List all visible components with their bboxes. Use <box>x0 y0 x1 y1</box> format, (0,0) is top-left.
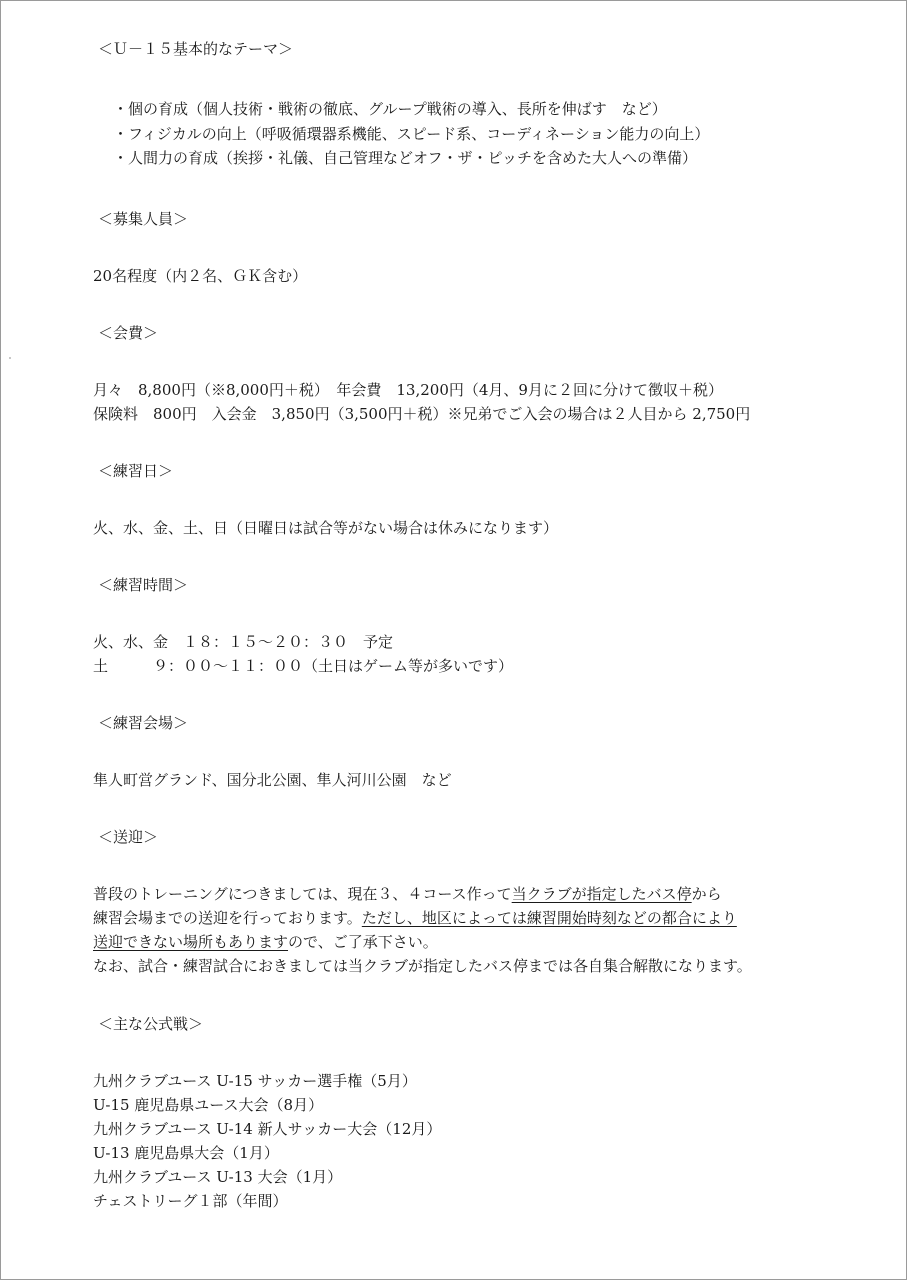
days-text: 火、水、金、土、日（日曜日は試合等がない場合は休みになります） <box>93 518 559 537</box>
fee-line: 保険料 800円 入会金 3,850円（3,500円＋税）※兄弟でご入会の場合は２人目から 2,750円 <box>93 404 751 423</box>
match-item: 九州クラブユース U-15 サッカー選手権（5月） <box>93 1071 417 1090</box>
scan-speck <box>9 357 11 359</box>
transport-line <box>93 930 853 954</box>
match-item: U-15 鹿児島県ユース大会（8月） <box>93 1095 324 1114</box>
fee-heading: ＜会費＞ <box>98 323 159 342</box>
transport-text: ので、ご了承下さい。 <box>288 932 438 951</box>
theme-heading: ＜Ｕ－１５基本的なテーマ＞ <box>98 40 294 58</box>
transport-line <box>93 906 853 930</box>
transport-line <box>93 882 853 906</box>
transport-underlined-text: 送迎できない場所もあります <box>93 932 289 951</box>
venue-heading: ＜練習会場＞ <box>98 713 189 732</box>
transport-underlined-text: 当クラブが指定したバス停 <box>511 884 692 903</box>
theme-bullet: ・人間力の育成（挨拶・礼儀、自己管理などオフ・ザ・ピッチを含めた大人への準備） <box>113 149 697 167</box>
matches-heading: ＜主な公式戦＞ <box>98 1014 204 1033</box>
theme-bullet: ・個の育成（個人技術・戦術の徹底、グループ戦術の導入、長所を伸ばす など） <box>113 100 667 118</box>
theme-bullet: ・フィジカルの向上（呼吸循環器系機能、スピード系、コーディネーション能力の向上） <box>113 124 710 143</box>
transport-text: から <box>691 884 722 903</box>
match-item: チェストリーグ１部（年間） <box>93 1191 288 1210</box>
hours-heading: ＜練習時間＞ <box>98 575 189 594</box>
days-heading: ＜練習日＞ <box>98 461 174 480</box>
match-item: U-13 鹿児島県大会（1月） <box>93 1143 279 1162</box>
hours-line: 土 ９：００～１１：００（土日はゲーム等が多いです） <box>93 656 514 675</box>
transport-heading: ＜送迎＞ <box>98 827 159 846</box>
venue-text: 隼人町営グランド、国分北公園、隼人河川公園 など <box>93 770 452 789</box>
recruit-text: 20名程度（内２名、ＧＫ含む） <box>93 266 308 285</box>
transport-line: なお、試合・練習試合におきましては当クラブが指定したバス停までは各自集合解散になります。 <box>93 956 752 975</box>
match-item: 九州クラブユース U-13 大会（1月） <box>93 1167 343 1186</box>
match-item: 九州クラブユース U-14 新人サッカー大会（12月） <box>93 1119 442 1138</box>
transport-text: 練習会場までの送迎を行っております。 <box>93 908 362 927</box>
document-body <box>93 37 853 1213</box>
hours-line: 火、水、金 １８：１５～２０：３０ 予定 <box>93 632 394 651</box>
fee-line: 月々 8,800円（※8,000円＋税） 年会費 13,200円（4月、9月に２回に分けて徴収＋税） <box>93 380 723 399</box>
recruit-heading: ＜募集人員＞ <box>98 209 189 228</box>
transport-text: 普段のトレーニングにつきましては、現在３、４コース作って <box>93 884 512 903</box>
transport-underlined-text: ただし、地区によっては練習開始時刻などの都合により <box>361 908 737 927</box>
